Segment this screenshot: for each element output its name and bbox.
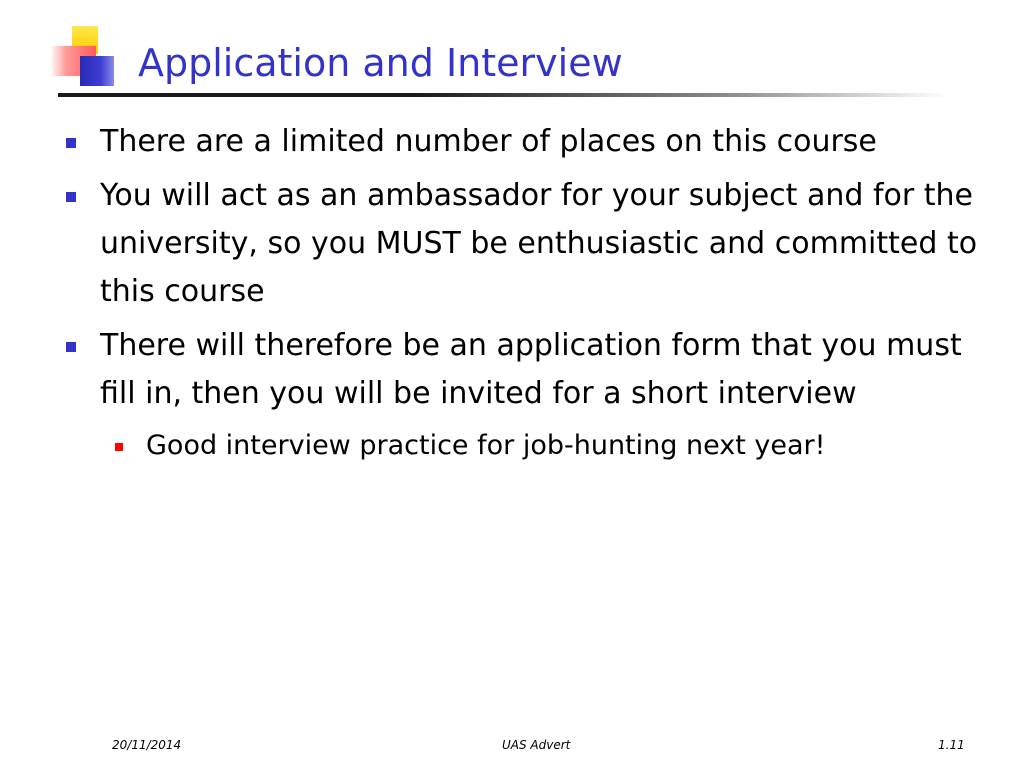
footer-date: 20/11/2014 — [112, 738, 182, 752]
square-bullet-icon — [66, 342, 76, 352]
square-bullet-icon — [66, 138, 76, 148]
bullet-item — [60, 322, 1004, 418]
square-bullet-icon — [66, 192, 76, 202]
slide-title: Application and Interview — [138, 41, 623, 85]
slide-content — [60, 118, 1004, 468]
bullet-text: You will act as an ambassador for your subject and for the university, so you MUST be enthusiastic and committed to this course — [100, 178, 978, 309]
slide-logo — [50, 24, 120, 86]
bullet-text: There will therefore be an application form that you must fill in, then you will be invited for a short interview — [100, 328, 962, 411]
bullet-item — [60, 172, 1004, 316]
sub-bullet-text: Good interview practice for job-hunting next year! — [146, 430, 826, 461]
bullet-item — [60, 118, 1004, 166]
logo-blue-square — [80, 56, 114, 86]
sub-bullet-item — [60, 424, 1004, 468]
slide-number: 1.11 — [938, 738, 965, 752]
footer-title: UAS Advert — [502, 738, 571, 752]
title-underline — [58, 93, 948, 97]
bullet-text: There are a limited number of places on this course — [100, 124, 877, 159]
square-sub-bullet-icon — [115, 443, 123, 451]
